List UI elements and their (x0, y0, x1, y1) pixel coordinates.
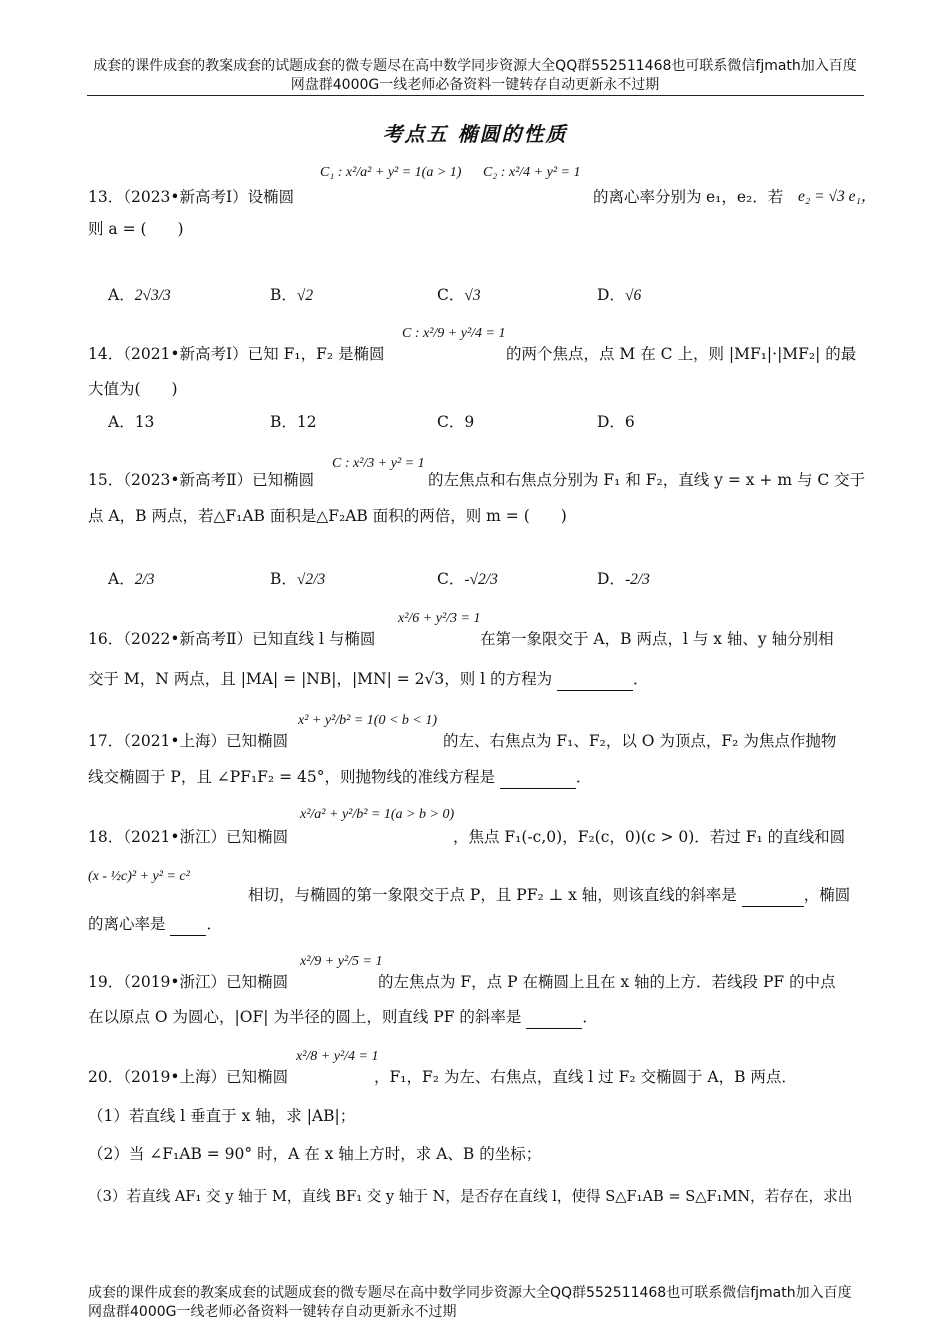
q16-answer-blank[interactable] (557, 668, 633, 691)
q18-stem-d: 的离心率是 (88, 915, 166, 933)
q13-option-b-label: B． (270, 286, 297, 304)
header-line-1: 成套的课件成套的教案成套的试题成套的微专题尽在高中数学同步资源大全QQ群552511468也可联系微信fjmath加入百度 (93, 58, 857, 74)
q17-end-mark: ． (575, 768, 592, 786)
q14-stem-b: 的两个焦点，点 M 在 C 上，则 |MF₁|·|MF₂| 的最 (506, 345, 857, 363)
q13-option-c[interactable] (437, 283, 481, 305)
q17-stem-c: 线交椭圆于 P，且 ∠PF₁F₂ = 45°，则抛物线的准线方程是 (88, 768, 495, 786)
q20-part-1: （1）若直线 l 垂直于 x 轴，求 |AB|； (88, 1107, 356, 1125)
q15-line-1 (88, 456, 868, 491)
q13-eccentricities: e₁，e₂．若 (706, 188, 784, 206)
q14-line-2: 大值为( ) (88, 380, 178, 398)
q14-option-a[interactable]: A．13 (108, 413, 155, 431)
q18-stem-c-end: ，椭圆 (803, 886, 851, 904)
q19-line-1 (88, 954, 868, 993)
q19-ellipse: x²/9 + y²/5 = 1 (300, 954, 383, 969)
q20-line-1 (88, 1049, 868, 1088)
q13-line-1 (88, 165, 877, 208)
q14-line-1 (88, 326, 868, 365)
q16-end-mark: ． (633, 670, 649, 688)
q14-stem-a: 14．（2021•新高考Ⅰ）已知 F₁，F₂ 是椭圆 (88, 345, 385, 363)
q19-stem-a: 19．（2019•浙江）已知椭圆 (88, 973, 289, 991)
q16-stem-a: 16．（2022•新高考Ⅱ）已知直线 l 与椭圆 (88, 630, 376, 648)
q17-stem-b: 的左、右焦点为 F₁、F₂，以 O 为顶点，F₂ 为焦点作抛物 (443, 732, 837, 750)
q13-option-b[interactable] (270, 283, 313, 305)
page-header (0, 57, 950, 95)
q17-line-1 (88, 713, 868, 752)
q14-option-c[interactable]: C．9 (437, 413, 475, 431)
q18-circle: (x - ½c)² + y² = c² (88, 869, 190, 884)
q13-line-2: 则 a = ( ) (88, 220, 184, 238)
q13-option-b-value: √2 (296, 287, 314, 304)
q15-option-d[interactable] (597, 567, 650, 589)
q15-option-a[interactable] (108, 567, 155, 589)
q13-stem-a: 13．（2023•新高考Ⅰ）设椭圆 (88, 188, 295, 206)
q13-option-a-value: 2√3/3 (134, 287, 171, 304)
page-title: 考点五 椭圆的性质 (382, 122, 568, 146)
q20-stem-b: ，F₁，F₂ 为左、右焦点，直线 l 过 F₂ 交椭圆于 A，B 两点． (374, 1068, 797, 1086)
q15-line-2: 点 A，B 两点，若△F₁AB 面积是△F₂AB 面积的两倍，则 m = ( ) (88, 507, 567, 525)
q18-end-mark: ． (206, 915, 222, 933)
q15-option-d-value: -2/3 (624, 571, 650, 588)
q15-option-b-value: √2/3 (296, 571, 326, 588)
q13-option-c-value: √3 (464, 287, 481, 304)
q13-stem-b: 的离心率分别为 (593, 188, 702, 206)
q15-option-a-label: A． (108, 570, 135, 588)
q15-stem-b: 的左焦点和右焦点分别为 F₁ 和 F₂，直线 y = x + m 与 C 交于 (428, 471, 866, 489)
q15-option-b[interactable] (270, 567, 325, 589)
q13-option-d-value: √6 (624, 287, 642, 304)
header-line-2: 网盘群4000G一线老师必备资料一键转存自动更新永不过期 (290, 77, 660, 93)
q15-option-a-value: 2/3 (134, 571, 155, 588)
q18-slope-blank[interactable] (742, 884, 804, 907)
q13-option-c-label: C． (437, 286, 465, 304)
q18-stem-c (248, 884, 850, 907)
q17-answer-blank[interactable] (500, 766, 576, 789)
q13-option-d-label: D． (597, 286, 625, 304)
q19-line-2 (88, 1006, 868, 1029)
q18-ellipse: x²/a² + y²/b² = 1(a > b > 0) (300, 807, 455, 822)
q17-line-2 (88, 766, 868, 789)
q13-ellipse-c1: C₁ : x²/a² + y² = 1(a > 1) (320, 165, 462, 180)
q18-stem-b: ，焦点 F₁(-c,0)，F₂(c，0)(c > 0)．若过 F₁ 的直线和圆 (453, 828, 846, 846)
q13-ellipse-c2: C₂ : x²/4 + y² = 1 (483, 165, 581, 180)
q20-stem-a: 20．（2019•上海）已知椭圆 (88, 1068, 289, 1086)
q17-ellipse: x² + y²/b² = 1(0 < b < 1) (298, 713, 438, 728)
q14-option-b[interactable]: B．12 (270, 413, 317, 431)
q20-part-2: （2）当 ∠F₁AB = 90° 时，A 在 x 轴上方时，求 A、B 的坐标； (88, 1145, 542, 1163)
q20-ellipse: x²/8 + y²/4 = 1 (296, 1049, 379, 1064)
q16-line-2 (88, 668, 868, 691)
q14-option-d[interactable]: D．6 (597, 413, 635, 431)
q16-stem-c: 交于 M，N 两点，且 |MA| = |NB|，|MN| = 2√3，则 l 的方程为 (88, 670, 553, 688)
header-divider (87, 95, 864, 96)
q18-line-3 (88, 913, 868, 936)
q15-option-c[interactable] (437, 567, 498, 589)
q15-option-c-value: -√2/3 (464, 571, 498, 588)
q19-stem-c: 在以原点 O 为圆心，|OF| 为半径的圆上，则直线 PF 的斜率是 (88, 1008, 522, 1026)
q13-option-a-label: A． (108, 286, 135, 304)
q18-line-1 (88, 807, 868, 848)
q18-eccentricity-blank[interactable] (170, 913, 206, 936)
q14-ellipse: C : x²/9 + y²/4 = 1 (402, 326, 506, 341)
q13-option-a[interactable] (108, 283, 171, 305)
q15-option-b-label: B． (270, 570, 297, 588)
q13-condition: e₂ = √3 e₁， (798, 188, 877, 205)
q15-ellipse: C : x²/3 + y² = 1 (332, 456, 425, 471)
footer-line-1: 成套的课件成套的教案成套的试题成套的微专题尽在高中数学同步资源大全QQ群552511468也可联系微信fjmath加入百度 (88, 1285, 852, 1301)
q18-stem-c-text: 相切，与椭圆的第一象限交于点 P，且 PF₂ ⊥ x 轴，则该直线的斜率是 (248, 886, 737, 904)
q16-stem-b: 在第一象限交于 A，B 两点，l 与 x 轴、y 轴分别相 (480, 630, 834, 648)
q16-line-1 (88, 611, 868, 650)
q20-part-3: （3）若直线 AF₁ 交 y 轴于 M，直线 BF₁ 交 y 轴于 N，是否存在直线 l，使得 S△F₁AB = S△F₁MN，若存在，求出 (88, 1188, 853, 1205)
q18-stem-a: 18．（2021•浙江）已知椭圆 (88, 828, 289, 846)
q15-option-d-label: D． (597, 570, 625, 588)
q15-option-c-label: C． (437, 570, 465, 588)
q19-stem-b: 的左焦点为 F，点 P 在椭圆上且在 x 轴的上方．若线段 PF 的中点 (378, 973, 836, 991)
page-footer (88, 1284, 868, 1322)
q19-end-mark: ． (582, 1008, 598, 1026)
q16-ellipse: x²/6 + y²/3 = 1 (398, 611, 481, 626)
q19-answer-blank[interactable] (526, 1006, 582, 1029)
q17-stem-a: 17．（2021•上海）已知椭圆 (88, 732, 289, 750)
q13-option-d[interactable] (597, 283, 641, 305)
q15-stem-a: 15．（2023•新高考Ⅱ）已知椭圆 (88, 471, 315, 489)
footer-line-2: 网盘群4000G一线老师必备资料一键转存自动更新永不过期 (88, 1304, 457, 1320)
